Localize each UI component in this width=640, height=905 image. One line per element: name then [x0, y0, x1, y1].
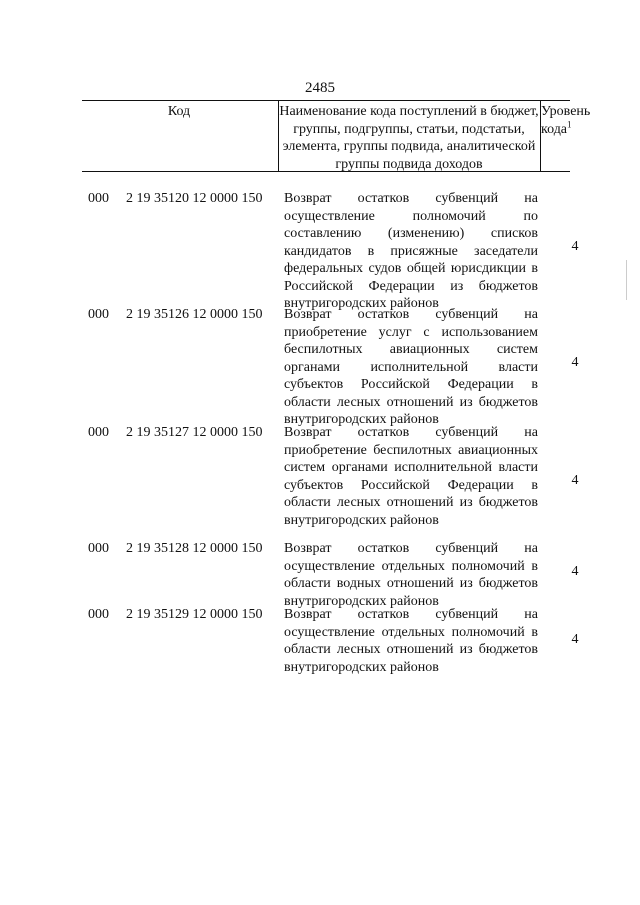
row-description: Возврат остатков субвенций на осуществление отдельных полномочий в области водных отношений из бюджетов внутригородских районов [284, 541, 538, 609]
row-description: Возврат остатков субвенций на осуществление отдельных полномочий в области лесных отношений из бюджетов внутригородских районов [284, 607, 538, 675]
header-level [541, 103, 591, 138]
row-code: 2 19 35120 12 0000 150 [126, 191, 263, 206]
row-prefix: 000 [88, 191, 109, 206]
row-prefix: 000 [88, 425, 109, 440]
row-description: Возврат остатков субвенций на приобретение беспилотных авиационных систем органами исполнительной власти субъектов Российской Федерации в области лесных отношений из бюджетов внутригородских районов [284, 425, 538, 528]
header-code: Код [167, 104, 191, 119]
row-code: 2 19 35127 12 0000 150 [126, 425, 263, 440]
row-code: 2 19 35128 12 0000 150 [126, 541, 263, 556]
row-level: 4 [571, 473, 579, 488]
header-level-footnote: 1 [567, 118, 572, 129]
row-level: 4 [571, 239, 579, 254]
row-level: 4 [571, 564, 579, 579]
header-top-border [82, 100, 570, 101]
row-prefix: 000 [88, 541, 109, 556]
header-name: Наименование кода поступлений в бюджет, группы, подгруппы, статьи, подстатьи, элемента, группы подвида, аналитической группы подвида доходов [279, 104, 539, 172]
header-level-line2: кода [541, 121, 568, 137]
scan-edge-mark [626, 260, 627, 300]
row-code: 2 19 35126 12 0000 150 [126, 307, 263, 322]
row-level: 4 [571, 632, 579, 647]
row-prefix: 000 [88, 307, 109, 322]
row-description: Возврат остатков субвенций на приобретение услуг с использованием беспилотных авиационных систем органами исполнительной власти субъектов Российской Федерации в области лесных отношений из бюджетов внутригородских районов [284, 307, 538, 427]
page-number: 2485 [305, 80, 335, 96]
row-code: 2 19 35129 12 0000 150 [126, 607, 263, 622]
row-description: Возврат остатков субвенций на осуществление полномочий по составлению (изменению) списков кандидатов в присяжные заседатели федеральных судов общей юрисдикции в Российской Федерации из бюджетов внутригородских районов [284, 191, 538, 311]
row-level: 4 [571, 355, 579, 370]
header-level-line1: Уровень [541, 104, 591, 119]
row-prefix: 000 [88, 607, 109, 622]
